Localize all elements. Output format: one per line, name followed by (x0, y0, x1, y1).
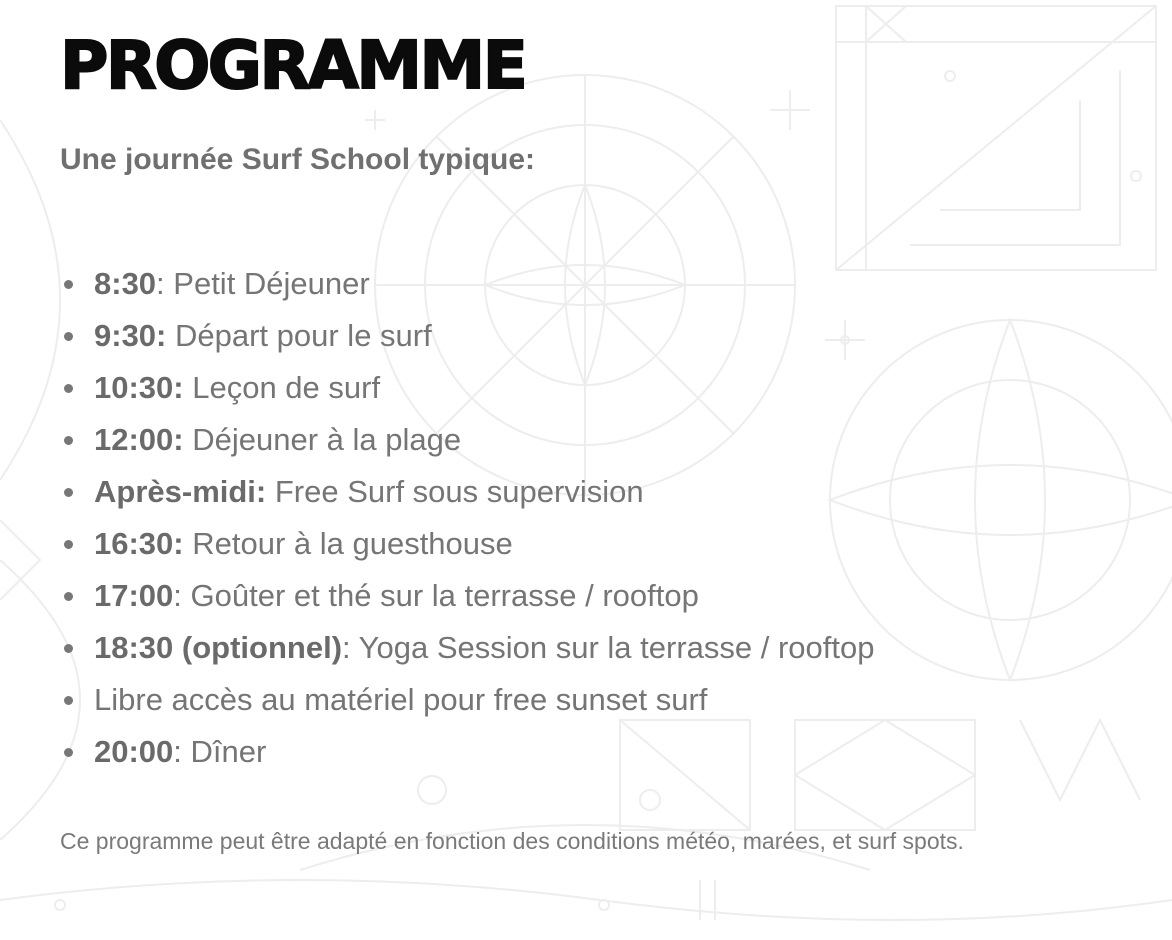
bullet-icon (64, 696, 73, 705)
disclaimer-note: Ce programme peut être adapté en fonction des conditions météo, marées, et surf spots. (60, 828, 964, 854)
bullet-icon (64, 644, 73, 653)
schedule-item (60, 726, 875, 778)
schedule-activity: : Petit Déjeuner (156, 266, 370, 301)
bullet-icon (64, 592, 73, 601)
schedule-time: 17:00 (94, 578, 174, 613)
page-subtitle: Une journée Surf School typique: (60, 143, 536, 176)
schedule-activity: : Dîner (173, 734, 267, 769)
bullet-icon (64, 748, 73, 757)
schedule-time: Après-midi: (94, 474, 267, 509)
schedule-time: 20:00 (94, 734, 174, 769)
schedule-time: 16:30: (94, 526, 184, 561)
schedule-time: 10:30: (94, 370, 184, 405)
schedule-activity: Déjeuner à la plage (183, 422, 462, 457)
schedule-item (60, 362, 875, 414)
bullet-icon (64, 332, 73, 341)
schedule-item (60, 570, 875, 622)
schedule-item (60, 622, 875, 674)
schedule-item (60, 518, 875, 570)
schedule-item (60, 414, 875, 466)
schedule-activity: Libre accès au matériel pour free sunset surf (94, 682, 708, 717)
schedule-activity: : Goûter et thé sur la terrasse / rooftop (173, 578, 699, 613)
bullet-icon (64, 540, 73, 549)
schedule-time: 12:00: (94, 422, 184, 457)
schedule-time: 8:30 (94, 266, 157, 301)
schedule-time: 9:30: (94, 318, 167, 353)
page-title: PROGRAMME (60, 27, 526, 104)
schedule-item (60, 310, 875, 362)
schedule-list (60, 258, 875, 778)
schedule-item (60, 258, 875, 310)
bullet-icon (64, 384, 73, 393)
schedule-activity: Départ pour le surf (166, 318, 432, 353)
bullet-icon (64, 436, 73, 445)
schedule-activity: : Yoga Session sur la terrasse / rooftop (342, 630, 875, 665)
schedule-item (60, 674, 875, 726)
bullet-icon (64, 488, 73, 497)
schedule-item (60, 466, 875, 518)
schedule-activity: Free Surf sous supervision (266, 474, 644, 509)
schedule-activity: Leçon de surf (183, 370, 381, 405)
bullet-icon (64, 280, 73, 289)
schedule-time: 18:30 (optionnel) (94, 630, 343, 665)
schedule-activity: Retour à la guesthouse (183, 526, 513, 561)
